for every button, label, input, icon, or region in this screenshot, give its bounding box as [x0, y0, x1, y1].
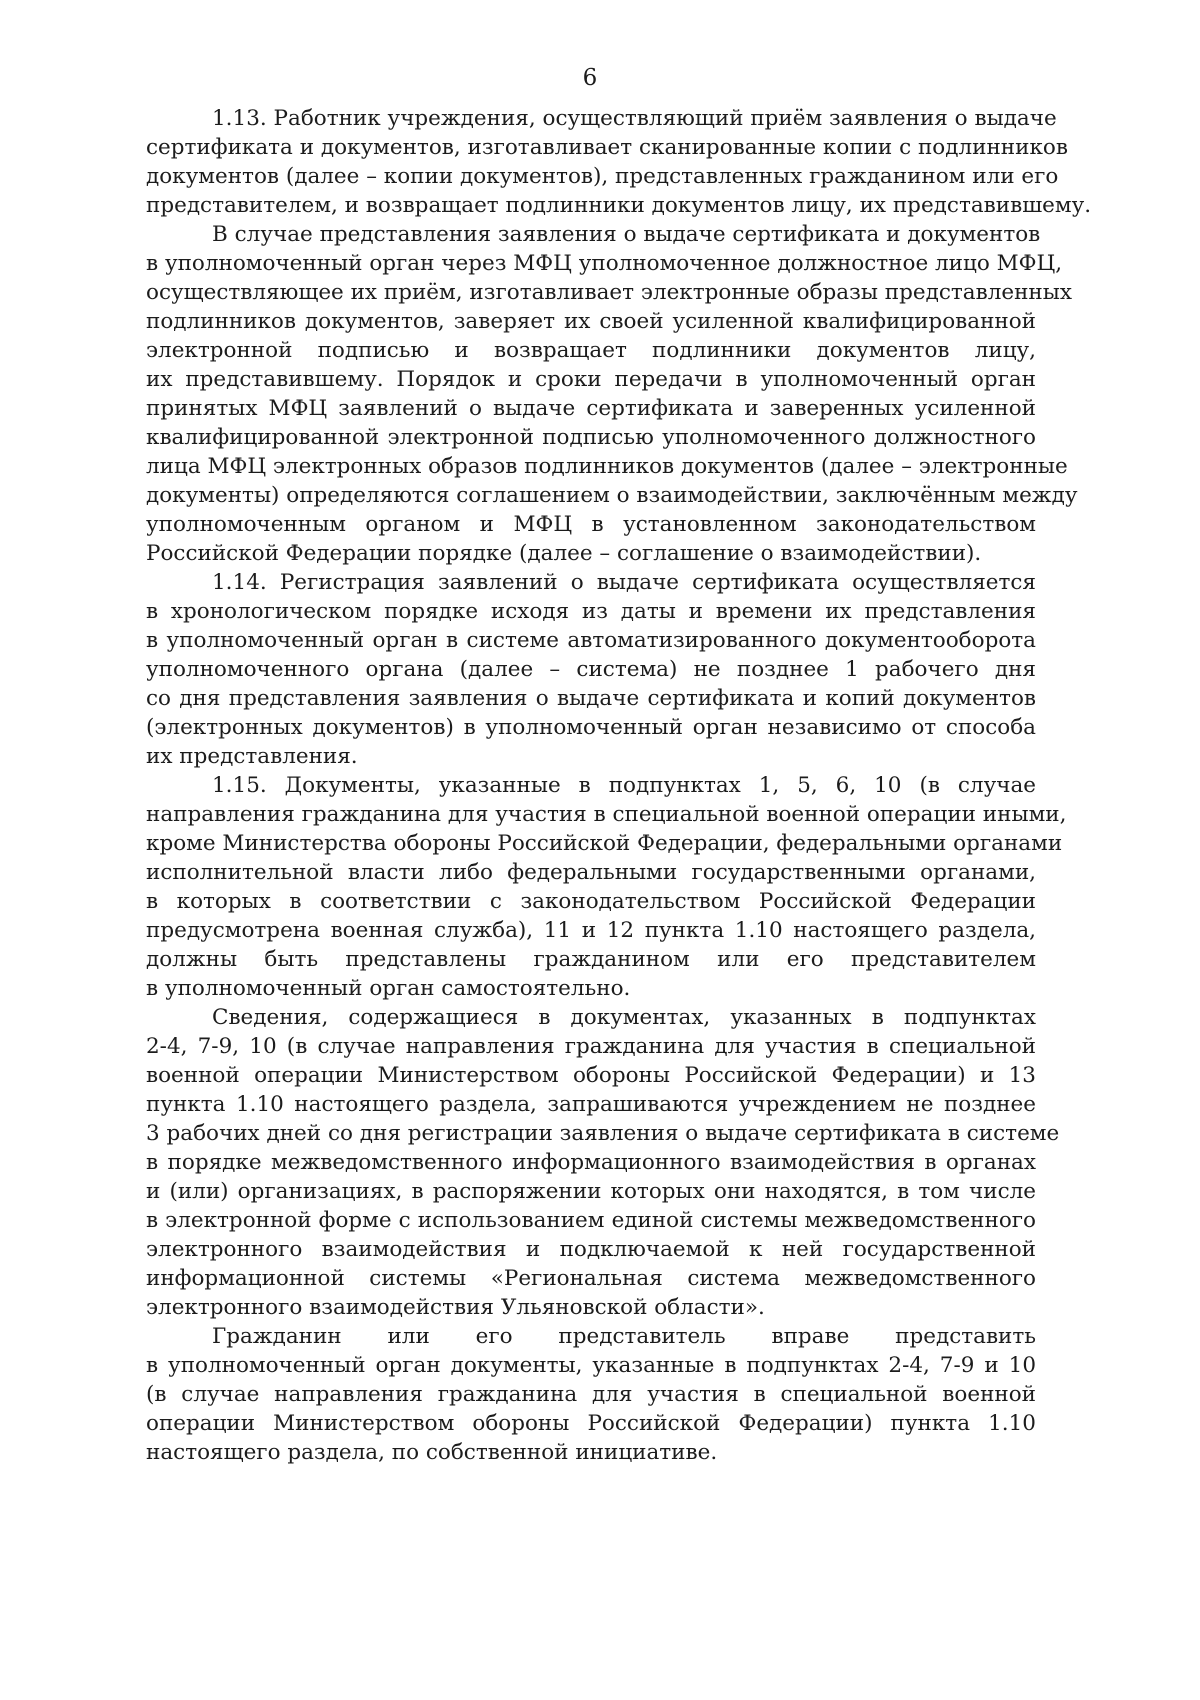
text-line: настоящего раздела, по собственной инициативе.	[146, 1440, 718, 1465]
text-line: их представившему. Порядок и сроки передачи в уполномоченный орган	[146, 367, 1036, 392]
paragraph-1-13	[146, 104, 1092, 220]
text-line: В случае представления заявления о выдаче сертификата и документов	[212, 222, 1041, 247]
text-line: электронного взаимодействия Ульяновской области».	[146, 1295, 765, 1320]
text-line: кроме Министерства обороны Российской Федерации, федеральными органами	[146, 831, 1063, 856]
text-line: операции Министерством обороны Российской Федерации) пункта 1.10	[146, 1411, 1036, 1436]
text-line: и (или) организациях, в распоряжении которых они находятся, в том числе	[146, 1179, 1036, 1204]
text-line: 1.13. Работник учреждения, осуществляющий приём заявления о выдаче	[212, 106, 1057, 131]
text-line: их представления.	[146, 744, 358, 769]
text-line: в электронной форме с использованием единой системы межведомственного	[146, 1208, 1036, 1233]
text-line: 3 рабочих дней со дня регистрации заявления о выдаче сертификата в системе	[146, 1121, 1060, 1146]
paragraph-1-14	[146, 568, 1036, 771]
page-number: 6	[582, 65, 598, 91]
text-line: сертификата и документов, изготавливает сканированные копии с подлинников	[146, 135, 1068, 160]
paragraph-information	[146, 1003, 1060, 1322]
text-line: электронной подписью и возвращает подлинники документов лицу,	[146, 338, 1036, 363]
text-line: представителем, и возвращает подлинники документов лицу, их представившему.	[146, 193, 1092, 218]
paragraph-mfc	[146, 220, 1078, 568]
text-line: пункта 1.10 настоящего раздела, запрашиваются учреждением не позднее	[146, 1092, 1036, 1117]
text-line: в хронологическом порядке исходя из даты и времени их представления	[146, 599, 1036, 624]
paragraph-1-15	[146, 771, 1067, 1003]
text-line: в уполномоченный орган документы, указанные в подпунктах 2-4, 7-9 и 10	[146, 1353, 1036, 1378]
text-line: в уполномоченный орган самостоятельно.	[146, 976, 631, 1001]
text-line: 1.14. Регистрация заявлений о выдаче сертификата осуществляется	[212, 570, 1036, 595]
text-line: в которых в соответствии с законодательством Российской Федерации	[146, 889, 1036, 914]
text-line: в порядке межведомственного информационного взаимодействия в органах	[146, 1150, 1036, 1175]
text-line: уполномоченным органом и МФЦ в установленном законодательством	[146, 512, 1036, 537]
text-line: в уполномоченный орган в системе автоматизированного документооборота	[146, 628, 1036, 653]
text-line: лица МФЦ электронных образов подлинников документов (далее – электронные	[146, 454, 1068, 479]
text-line: осуществляющее их приём, изготавливает электронные образы представленных	[146, 280, 1072, 305]
text-line: подлинников документов, заверяет их своей усиленной квалифицированной	[146, 309, 1036, 334]
text-line: в уполномоченный орган через МФЦ уполномоченное должностное лицо МФЦ,	[146, 251, 1063, 276]
text-line: документы) определяются соглашением о взаимодействии, заключённым между	[146, 483, 1078, 508]
text-line: со дня представления заявления о выдаче сертификата и копий документов	[146, 686, 1036, 711]
text-line: документов (далее – копии документов), представленных гражданином или его	[146, 164, 1059, 189]
text-line: 2-4, 7-9, 10 (в случае направления гражданина для участия в специальной	[146, 1034, 1036, 1059]
text-line: военной операции Министерством обороны Российской Федерации) и 13	[146, 1063, 1036, 1088]
document-body	[146, 104, 1092, 1467]
text-line: предусмотрена военная служба), 11 и 12 пункта 1.10 настоящего раздела,	[146, 918, 1036, 943]
text-line: исполнительной власти либо федеральными государственными органами,	[146, 860, 1036, 885]
text-line: 1.15. Документы, указанные в подпунктах 1, 5, 6, 10 (в случае	[212, 773, 1036, 798]
text-line: информационной системы «Региональная система межведомственного	[146, 1266, 1036, 1291]
text-line: квалифицированной электронной подписью уполномоченного должностного	[146, 425, 1036, 450]
text-line: (электронных документов) в уполномоченный орган независимо от способа	[146, 715, 1036, 740]
text-line: должны быть представлены гражданином или его представителем	[146, 947, 1036, 972]
paragraph-initiative	[146, 1322, 1036, 1467]
text-line: принятых МФЦ заявлений о выдаче сертификата и заверенных усиленной	[146, 396, 1036, 421]
text-line: Российской Федерации порядке (далее – соглашение о взаимодействии).	[146, 541, 982, 566]
text-line: направления гражданина для участия в специальной военной операции иными,	[146, 802, 1067, 827]
text-line: Гражданин или его представитель вправе представить	[212, 1324, 1036, 1349]
text-line: (в случае направления гражданина для участия в специальной военной	[146, 1382, 1036, 1407]
text-line: Сведения, содержащиеся в документах, указанных в подпунктах	[212, 1005, 1036, 1030]
text-line: уполномоченного органа (далее – система) не позднее 1 рабочего дня	[146, 657, 1036, 682]
text-line: электронного взаимодействия и подключаемой к ней государственной	[146, 1237, 1036, 1262]
